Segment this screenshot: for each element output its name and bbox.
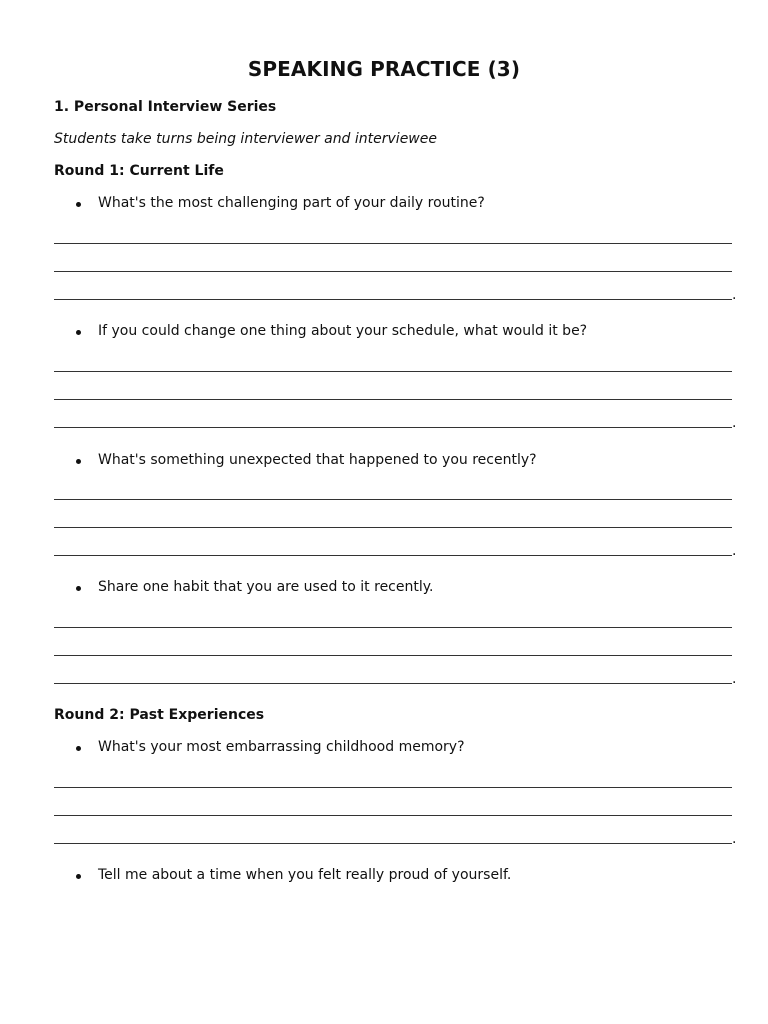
bullet-icon: [76, 586, 81, 591]
answer-line[interactable]: [54, 243, 732, 244]
bullet-icon: [76, 746, 81, 751]
round-1-heading: Round 1: Current Life: [54, 163, 224, 179]
bullet-icon: [76, 874, 81, 879]
section-heading: 1. Personal Interview Series: [54, 99, 277, 115]
answer-line[interactable]: [54, 843, 732, 844]
answer-line[interactable]: [54, 271, 732, 272]
answer-line[interactable]: [54, 683, 732, 684]
question-text: What's the most challenging part of your daily routine?: [98, 195, 485, 211]
question-text: Share one habit that you are used to it recently.: [98, 579, 434, 595]
answer-line[interactable]: [54, 371, 732, 372]
bullet-icon: [76, 459, 81, 464]
bullet-icon: [76, 330, 81, 335]
question-text: Tell me about a time when you felt really proud of yourself.: [98, 867, 512, 883]
section-instruction: Students take turns being interviewer and interviewee: [54, 131, 437, 147]
round-2-heading: Round 2: Past Experiences: [54, 707, 265, 723]
page-title: SPEAKING PRACTICE (3): [247, 57, 521, 81]
bullet-icon: [76, 202, 81, 207]
answer-line[interactable]: [54, 527, 732, 528]
answer-line[interactable]: [54, 627, 732, 628]
question-text: If you could change one thing about your schedule, what would it be?: [98, 323, 588, 339]
line-end-period: .: [732, 543, 737, 559]
answer-line[interactable]: [54, 299, 732, 300]
answer-line[interactable]: [54, 787, 732, 788]
line-end-period: .: [732, 831, 737, 847]
line-end-period: .: [732, 415, 737, 431]
answer-line[interactable]: [54, 427, 732, 428]
answer-line[interactable]: [54, 555, 732, 556]
question-text: What's your most embarrassing childhood memory?: [98, 739, 465, 755]
answer-line[interactable]: [54, 399, 732, 400]
answer-line[interactable]: [54, 655, 732, 656]
line-end-period: .: [732, 671, 737, 687]
answer-line[interactable]: [54, 499, 732, 500]
answer-line[interactable]: [54, 815, 732, 816]
question-text: What's something unexpected that happened to you recently?: [98, 452, 537, 468]
line-end-period: .: [732, 287, 737, 303]
